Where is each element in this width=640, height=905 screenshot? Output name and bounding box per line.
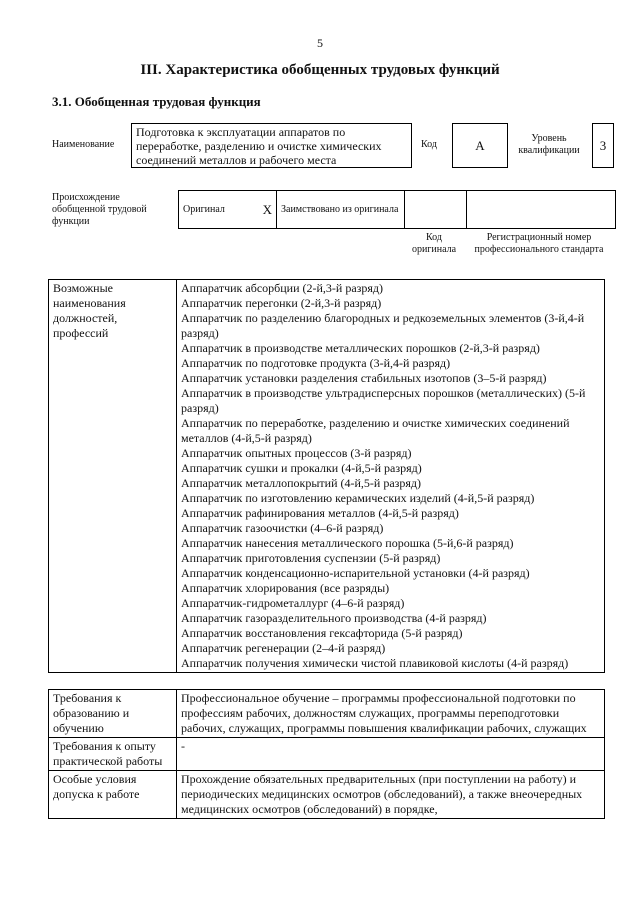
requirement-label: Требования к образованию и обучению: [49, 690, 177, 738]
requirement-row: [49, 738, 605, 771]
requirement-value: Прохождение обязательных предварительных (при поступлении на работу) и периодических медицинских осмотров (обследований), а также внеочередных медицинских осмотров (обследований) в порядке,: [177, 771, 605, 819]
level-value: 3: [599, 137, 607, 153]
position-item: Аппаратчик металлопокрытий (4-й,5-й разряд): [181, 476, 422, 490]
positions-list: [177, 280, 605, 673]
original-code-cell: [405, 191, 467, 229]
page-number: 5: [317, 36, 323, 50]
position-item: Аппаратчик-гидрометаллург (4–6-й разряд): [181, 596, 405, 610]
position-item: Аппаратчик восстановления гексафторида (5-й разряд): [181, 626, 463, 640]
requirements-table: [48, 689, 605, 819]
positions-label: Возможные наименования должностей, профессий: [49, 280, 177, 673]
position-item: Аппаратчик конденсационно-испарительной установки (4-й разряд): [181, 566, 530, 580]
function-name-value: Подготовка к эксплуатации аппаратов по переработке, разделению и очистке химических соединений металлов и рабочего места: [136, 125, 382, 167]
requirement-row: [49, 771, 605, 819]
position-item: Аппаратчик регенерации (2–4-й разряд): [181, 641, 386, 655]
position-item: Аппаратчик сушки и прокалки (4-й,5-й разряд): [181, 461, 422, 475]
original-cell: [179, 191, 277, 229]
origin-table: [178, 190, 616, 229]
function-name-box: [131, 123, 412, 168]
original-label: Оригинал: [183, 203, 225, 215]
position-item: Аппаратчик перегонки (2-й,3-й разряд): [181, 296, 382, 310]
registration-caption: Регистрационный номер профессионального стандарта: [474, 232, 604, 255]
position-item: Аппаратчик хлорирования (все разряды): [181, 581, 390, 595]
position-item: Аппаратчик в производстве металлических порошков (2-й,3-й разряд): [181, 341, 540, 355]
position-item: Аппаратчик абсорбции (2-й,3-й разряд): [181, 281, 384, 295]
requirement-label: Особые условия допуска к работе: [49, 771, 177, 819]
requirement-label: Требования к опыту практической работы: [49, 738, 177, 771]
original-mark: X: [262, 201, 272, 217]
position-item: Аппаратчик по подготовке продукта (3-й,4-й разряд): [181, 356, 451, 370]
subsection-title: 3.1. Обобщенная трудовая функция: [52, 94, 261, 109]
position-item: Аппаратчик приготовления суспензии (5-й разряд): [181, 551, 441, 565]
requirement-value: -: [177, 738, 605, 771]
positions-table: [48, 279, 605, 673]
position-item: Аппаратчик нанесения металлического порошка (5-й,6-й разряд): [181, 536, 514, 550]
position-item: Аппаратчик по изготовлению керамических изделий (4-й,5-й разряд): [181, 491, 535, 505]
position-item: Аппаратчик установки разделения стабильных изотопов (3–5-й разряд): [181, 371, 547, 385]
position-item: Аппаратчик газоразделительного производства (4-й разряд): [181, 611, 487, 625]
position-item: Аппаратчик опытных процессов (3-й разряд): [181, 446, 412, 460]
code-caption: Код оригинала: [411, 232, 457, 255]
position-item: Аппаратчик газоочистки (4–6-й разряд): [181, 521, 384, 535]
name-label: Наименование: [52, 139, 115, 150]
position-item: Аппаратчик в производстве ультрадисперсных порошков (металлических) (5-й разряд): [181, 386, 586, 415]
registration-number-cell: [467, 191, 616, 229]
level-label: Уровень квалификации: [518, 133, 580, 156]
code-box: [452, 123, 508, 168]
requirement-row: [49, 690, 605, 738]
position-item: Аппаратчик получения химически чистой плавиковой кислоты (4-й разряд): [181, 656, 569, 670]
borrowed-label: Заимствовано из оригинала: [281, 203, 399, 215]
position-item: Аппаратчик по переработке, разделению и очистке химических соединений металлов (4-й,5-й разряд): [181, 416, 570, 445]
origin-label: Происхождение обобщенной трудовой функции: [52, 192, 147, 227]
requirement-value: Профессиональное обучение – программы профессиональной подготовки по профессиям рабочих, должностям служащих, программы переподготовки рабочих, служащих, программы повышения квалификации рабочих, служащих: [177, 690, 605, 738]
section-title: III. Характеристика обобщенных трудовых функций: [140, 62, 500, 78]
position-item: Аппаратчик по разделению благородных и редкоземельных элементов (3-й,4-й разряд): [181, 311, 585, 340]
position-item: Аппаратчик рафинирования металлов (4-й,5-й разряд): [181, 506, 459, 520]
code-value: A: [475, 137, 485, 153]
borrowed-cell: [277, 191, 405, 229]
code-label: Код: [421, 139, 437, 150]
level-box: [592, 123, 614, 168]
